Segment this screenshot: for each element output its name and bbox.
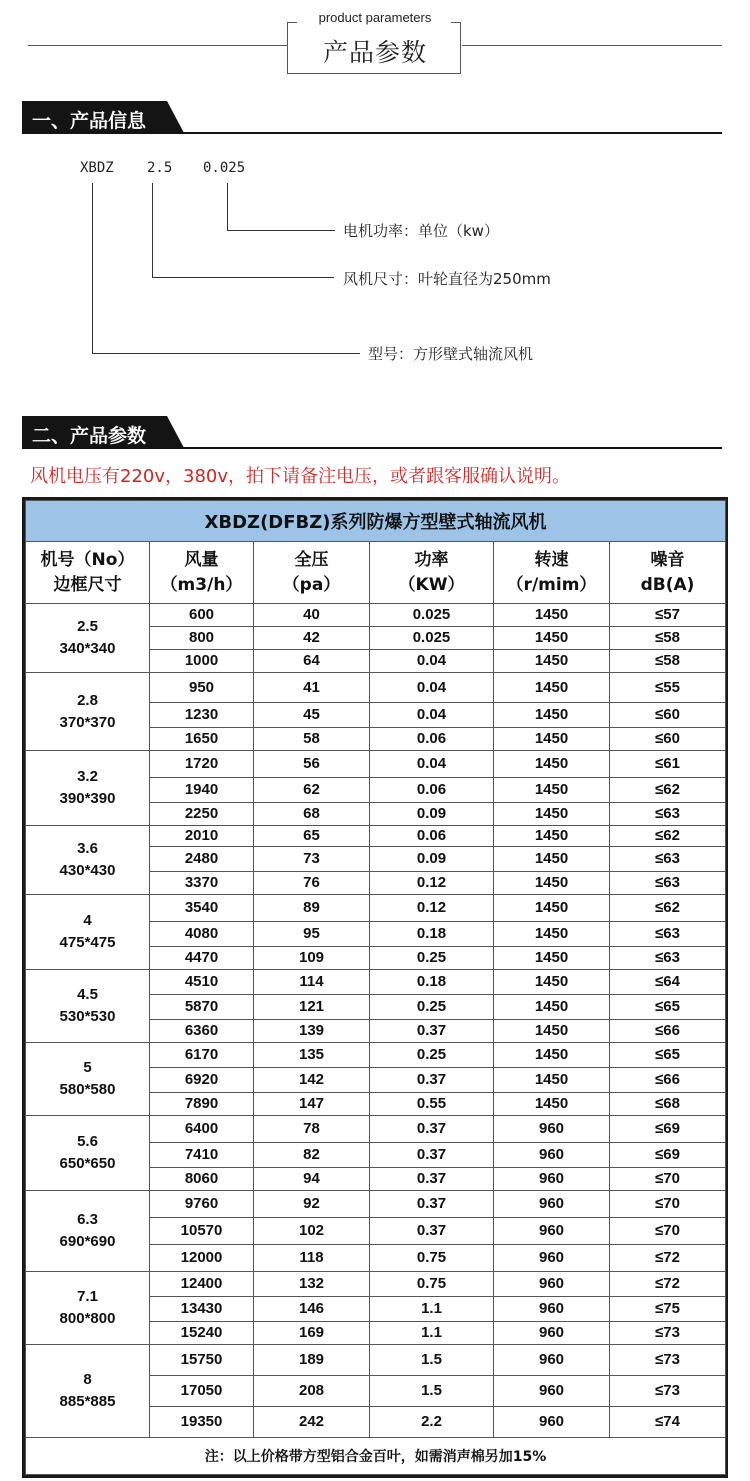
cell-pressure: 135 [254, 1043, 370, 1068]
cell-airflow: 1940 [150, 778, 254, 803]
cell-pressure: 78 [254, 1116, 370, 1143]
cell-noise: ≤70 [610, 1191, 726, 1218]
header-rule-left [28, 45, 288, 46]
cell-pressure: 102 [254, 1218, 370, 1245]
cell-pressure: 242 [254, 1407, 370, 1438]
cell-power: 1.5 [370, 1376, 494, 1407]
table-row [26, 1191, 726, 1218]
leader-size-horizontal [152, 277, 334, 278]
table-header-row [26, 542, 726, 604]
frame-size: 390*390 [59, 790, 116, 807]
cell-power: 0.25 [370, 995, 494, 1020]
cell-noise: ≤62 [610, 778, 726, 803]
cell-power: 0.25 [370, 947, 494, 970]
params-table-frame [22, 497, 728, 1478]
col-header-airflow: 风量 （m3/h） [150, 542, 254, 604]
cell-speed: 1450 [494, 1068, 610, 1093]
model-number: 5 [83, 1059, 92, 1076]
cell-speed: 1450 [494, 922, 610, 947]
model-number: 5.6 [77, 1133, 98, 1150]
cell-noise: ≤63 [610, 872, 726, 895]
cell-pressure: 56 [254, 751, 370, 778]
cell-model-no [26, 751, 150, 826]
cell-airflow: 1720 [150, 751, 254, 778]
cell-pressure: 208 [254, 1376, 370, 1407]
cell-speed: 960 [494, 1345, 610, 1376]
cell-airflow: 19350 [150, 1407, 254, 1438]
cell-power: 0.37 [370, 1020, 494, 1043]
cell-airflow: 6170 [150, 1043, 254, 1068]
cell-power: 0.12 [370, 895, 494, 922]
cell-noise: ≤65 [610, 995, 726, 1020]
table-row [26, 1116, 726, 1143]
cell-speed: 960 [494, 1191, 610, 1218]
col-header-no: 机号（No） 边框尺寸 [26, 542, 150, 604]
cell-power: 0.37 [370, 1218, 494, 1245]
cell-noise: ≤62 [610, 895, 726, 922]
cell-noise: ≤66 [610, 1020, 726, 1043]
cell-pressure: 45 [254, 703, 370, 728]
cell-speed: 1450 [494, 627, 610, 650]
cell-power: 0.37 [370, 1143, 494, 1168]
cell-noise: ≤58 [610, 627, 726, 650]
frame-size: 530*530 [59, 1008, 116, 1025]
cell-pressure: 94 [254, 1168, 370, 1191]
cell-speed: 960 [494, 1322, 610, 1345]
cell-power: 1.1 [370, 1322, 494, 1345]
cell-pressure: 89 [254, 895, 370, 922]
cell-speed: 1450 [494, 826, 610, 847]
cell-power: 0.55 [370, 1093, 494, 1116]
cell-airflow: 800 [150, 627, 254, 650]
desc-motor-power: 电机功率：单位（kw） [343, 222, 499, 240]
table-footnote: 注：以上价格带方型铝合金百叶，如需消声棉另加15% [26, 1438, 726, 1475]
cell-noise: ≤60 [610, 728, 726, 751]
table-row [26, 895, 726, 922]
cell-noise: ≤58 [610, 650, 726, 673]
cell-pressure: 121 [254, 995, 370, 1020]
cell-power: 0.37 [370, 1168, 494, 1191]
model-number: 6.3 [77, 1211, 98, 1228]
cell-noise: ≤69 [610, 1116, 726, 1143]
cell-noise: ≤64 [610, 970, 726, 995]
cell-pressure: 118 [254, 1245, 370, 1272]
cell-power: 0.18 [370, 922, 494, 947]
cell-speed: 1450 [494, 1020, 610, 1043]
cell-airflow: 7410 [150, 1143, 254, 1168]
cell-pressure: 95 [254, 922, 370, 947]
cell-speed: 960 [494, 1143, 610, 1168]
voltage-note: 风机电压有220v，380v，拍下请备注电压，或者跟客服确认说明。 [30, 466, 571, 487]
cell-airflow: 2480 [150, 847, 254, 872]
col-header-noise: 噪音 dB(A) [610, 542, 726, 604]
cell-power: 0.37 [370, 1191, 494, 1218]
desc-model-type: 型号：方形壁式轴流风机 [368, 345, 534, 363]
cell-pressure: 169 [254, 1322, 370, 1345]
cell-airflow: 15240 [150, 1322, 254, 1345]
cell-power: 0.18 [370, 970, 494, 995]
cell-pressure: 146 [254, 1297, 370, 1322]
cell-noise: ≤70 [610, 1168, 726, 1191]
cell-power: 0.04 [370, 650, 494, 673]
cell-airflow: 8060 [150, 1168, 254, 1191]
cell-power: 0.025 [370, 627, 494, 650]
cell-model-no [26, 895, 150, 970]
cell-pressure: 73 [254, 847, 370, 872]
leader-type-horizontal [92, 353, 360, 354]
cell-pressure: 42 [254, 627, 370, 650]
cell-speed: 960 [494, 1116, 610, 1143]
cell-pressure: 65 [254, 826, 370, 847]
cell-speed: 1450 [494, 895, 610, 922]
model-number: 4 [83, 912, 92, 929]
cell-speed: 1450 [494, 604, 610, 627]
cell-power: 0.04 [370, 673, 494, 703]
cell-power: 1.5 [370, 1345, 494, 1376]
table-row [26, 673, 726, 703]
frame-size: 430*430 [59, 862, 116, 879]
cell-speed: 960 [494, 1297, 610, 1322]
cell-model-no [26, 673, 150, 751]
model-number: 8 [83, 1371, 92, 1388]
cell-pressure: 58 [254, 728, 370, 751]
table-row [26, 604, 726, 627]
cell-pressure: 114 [254, 970, 370, 995]
cell-noise: ≤63 [610, 922, 726, 947]
cell-power: 0.06 [370, 826, 494, 847]
frame-size: 800*800 [59, 1310, 116, 1327]
model-number: 7.1 [77, 1288, 98, 1305]
cell-airflow: 3540 [150, 895, 254, 922]
cell-airflow: 6400 [150, 1116, 254, 1143]
cell-noise: ≤65 [610, 1043, 726, 1068]
table-title: XBDZ(DFBZ)系列防爆方型壁式轴流风机 [26, 501, 726, 542]
params-table [25, 500, 726, 1475]
cell-power: 0.12 [370, 872, 494, 895]
cell-noise: ≤55 [610, 673, 726, 703]
frame-size: 885*885 [59, 1393, 116, 1410]
cell-speed: 1450 [494, 703, 610, 728]
table-row [26, 1345, 726, 1376]
cell-model-no [26, 1345, 150, 1438]
cell-speed: 1450 [494, 872, 610, 895]
cell-airflow: 10570 [150, 1218, 254, 1245]
cell-airflow: 2010 [150, 826, 254, 847]
cell-noise: ≤68 [610, 1093, 726, 1116]
cell-pressure: 139 [254, 1020, 370, 1043]
cell-pressure: 132 [254, 1272, 370, 1297]
leader-power-horizontal [227, 230, 335, 231]
cell-speed: 1450 [494, 803, 610, 826]
frame-size: 340*340 [59, 640, 116, 657]
cell-noise: ≤69 [610, 1143, 726, 1168]
cell-airflow: 15750 [150, 1345, 254, 1376]
cell-speed: 960 [494, 1245, 610, 1272]
cell-speed: 1450 [494, 728, 610, 751]
model-part-series: XBDZ [80, 160, 114, 176]
cell-noise: ≤73 [610, 1376, 726, 1407]
model-number: 3.6 [77, 840, 98, 857]
cell-pressure: 92 [254, 1191, 370, 1218]
col-header-speed: 转速 （r/mim） [494, 542, 610, 604]
model-number: 2.5 [77, 618, 98, 635]
leader-type-vertical [92, 183, 93, 354]
cell-power: 0.37 [370, 1068, 494, 1093]
cell-noise: ≤61 [610, 751, 726, 778]
cell-power: 0.37 [370, 1116, 494, 1143]
cell-speed: 960 [494, 1407, 610, 1438]
frame-size: 370*370 [59, 713, 116, 731]
page-title: 产品参数 [322, 38, 427, 67]
cell-model-no [26, 1272, 150, 1345]
cell-speed: 1450 [494, 847, 610, 872]
cell-model-no [26, 1116, 150, 1191]
cell-pressure: 142 [254, 1068, 370, 1093]
col-header-power: 功率 （KW） [370, 542, 494, 604]
cell-speed: 1450 [494, 751, 610, 778]
cell-airflow: 2250 [150, 803, 254, 826]
frame-size: 580*580 [59, 1081, 116, 1098]
cell-noise: ≤75 [610, 1297, 726, 1322]
cell-airflow: 6920 [150, 1068, 254, 1093]
cell-pressure: 62 [254, 778, 370, 803]
cell-pressure: 189 [254, 1345, 370, 1376]
cell-power: 0.09 [370, 847, 494, 872]
cell-noise: ≤73 [610, 1322, 726, 1345]
cell-speed: 1450 [494, 995, 610, 1020]
cell-noise: ≤66 [610, 1068, 726, 1093]
table-row [26, 751, 726, 778]
cell-pressure: 76 [254, 872, 370, 895]
cell-power: 0.04 [370, 703, 494, 728]
col-header-pressure: 全压 （pa） [254, 542, 370, 604]
cell-pressure: 82 [254, 1143, 370, 1168]
cell-noise: ≤63 [610, 847, 726, 872]
cell-airflow: 6360 [150, 1020, 254, 1043]
desc-fan-size: 风机尺寸：叶轮直径为250mm [343, 270, 551, 288]
cell-airflow: 1650 [150, 728, 254, 751]
leader-power-vertical [227, 183, 228, 231]
cell-noise: ≤63 [610, 947, 726, 970]
cell-airflow: 9760 [150, 1191, 254, 1218]
cell-model-no [26, 1043, 150, 1116]
cell-speed: 1450 [494, 1093, 610, 1116]
cell-speed: 960 [494, 1272, 610, 1297]
section-title: 二、产品参数 [32, 425, 147, 447]
cell-airflow: 12000 [150, 1245, 254, 1272]
header-rule-right [462, 45, 722, 46]
cell-airflow: 13430 [150, 1297, 254, 1322]
cell-speed: 1450 [494, 650, 610, 673]
table-row [26, 1043, 726, 1068]
cell-power: 0.06 [370, 778, 494, 803]
cell-airflow: 7890 [150, 1093, 254, 1116]
cell-pressure: 40 [254, 604, 370, 627]
section-title: 一、产品信息 [32, 110, 147, 132]
cell-power: 0.09 [370, 803, 494, 826]
cell-noise: ≤63 [610, 803, 726, 826]
cell-noise: ≤62 [610, 826, 726, 847]
frame-size: 650*650 [59, 1155, 116, 1172]
cell-noise: ≤73 [610, 1345, 726, 1376]
model-number: 2.8 [77, 691, 98, 709]
leader-size-vertical [152, 183, 153, 278]
cell-power: 0.75 [370, 1272, 494, 1297]
cell-airflow: 600 [150, 604, 254, 627]
cell-power: 2.2 [370, 1407, 494, 1438]
frame-size: 690*690 [59, 1233, 116, 1250]
cell-noise: ≤74 [610, 1407, 726, 1438]
cell-airflow: 12400 [150, 1272, 254, 1297]
model-part-power: 0.025 [203, 160, 246, 176]
table-row [26, 1272, 726, 1297]
cell-pressure: 68 [254, 803, 370, 826]
cell-speed: 960 [494, 1218, 610, 1245]
cell-noise: ≤70 [610, 1218, 726, 1245]
cell-airflow: 3370 [150, 872, 254, 895]
cell-airflow: 17050 [150, 1376, 254, 1407]
model-number: 4.5 [77, 986, 98, 1003]
cell-pressure: 109 [254, 947, 370, 970]
cell-model-no [26, 826, 150, 895]
cell-airflow: 1000 [150, 650, 254, 673]
cell-airflow: 950 [150, 673, 254, 703]
cell-model-no [26, 970, 150, 1043]
cell-power: 1.1 [370, 1297, 494, 1322]
cell-airflow: 4510 [150, 970, 254, 995]
cell-model-no [26, 604, 150, 673]
cell-power: 0.025 [370, 604, 494, 627]
model-number: 3.2 [77, 768, 98, 785]
cell-power: 0.04 [370, 751, 494, 778]
cell-noise: ≤72 [610, 1245, 726, 1272]
cell-noise: ≤72 [610, 1272, 726, 1297]
cell-speed: 960 [494, 1376, 610, 1407]
model-part-size: 2.5 [147, 160, 173, 176]
header-subtitle: product parameters [318, 10, 432, 25]
cell-speed: 1450 [494, 1043, 610, 1068]
table-row [26, 970, 726, 995]
cell-airflow: 5870 [150, 995, 254, 1020]
cell-pressure: 64 [254, 650, 370, 673]
cell-power: 0.06 [370, 728, 494, 751]
cell-power: 0.25 [370, 1043, 494, 1068]
cell-airflow: 4470 [150, 947, 254, 970]
cell-pressure: 41 [254, 673, 370, 703]
cell-pressure: 147 [254, 1093, 370, 1116]
cell-speed: 960 [494, 1168, 610, 1191]
cell-speed: 1450 [494, 778, 610, 803]
cell-speed: 1450 [494, 947, 610, 970]
cell-noise: ≤57 [610, 604, 726, 627]
cell-airflow: 1230 [150, 703, 254, 728]
cell-power: 0.75 [370, 1245, 494, 1272]
cell-speed: 1450 [494, 673, 610, 703]
frame-size: 475*475 [59, 934, 116, 951]
cell-airflow: 4080 [150, 922, 254, 947]
cell-speed: 1450 [494, 970, 610, 995]
cell-model-no [26, 1191, 150, 1272]
table-row [26, 826, 726, 847]
cell-noise: ≤60 [610, 703, 726, 728]
